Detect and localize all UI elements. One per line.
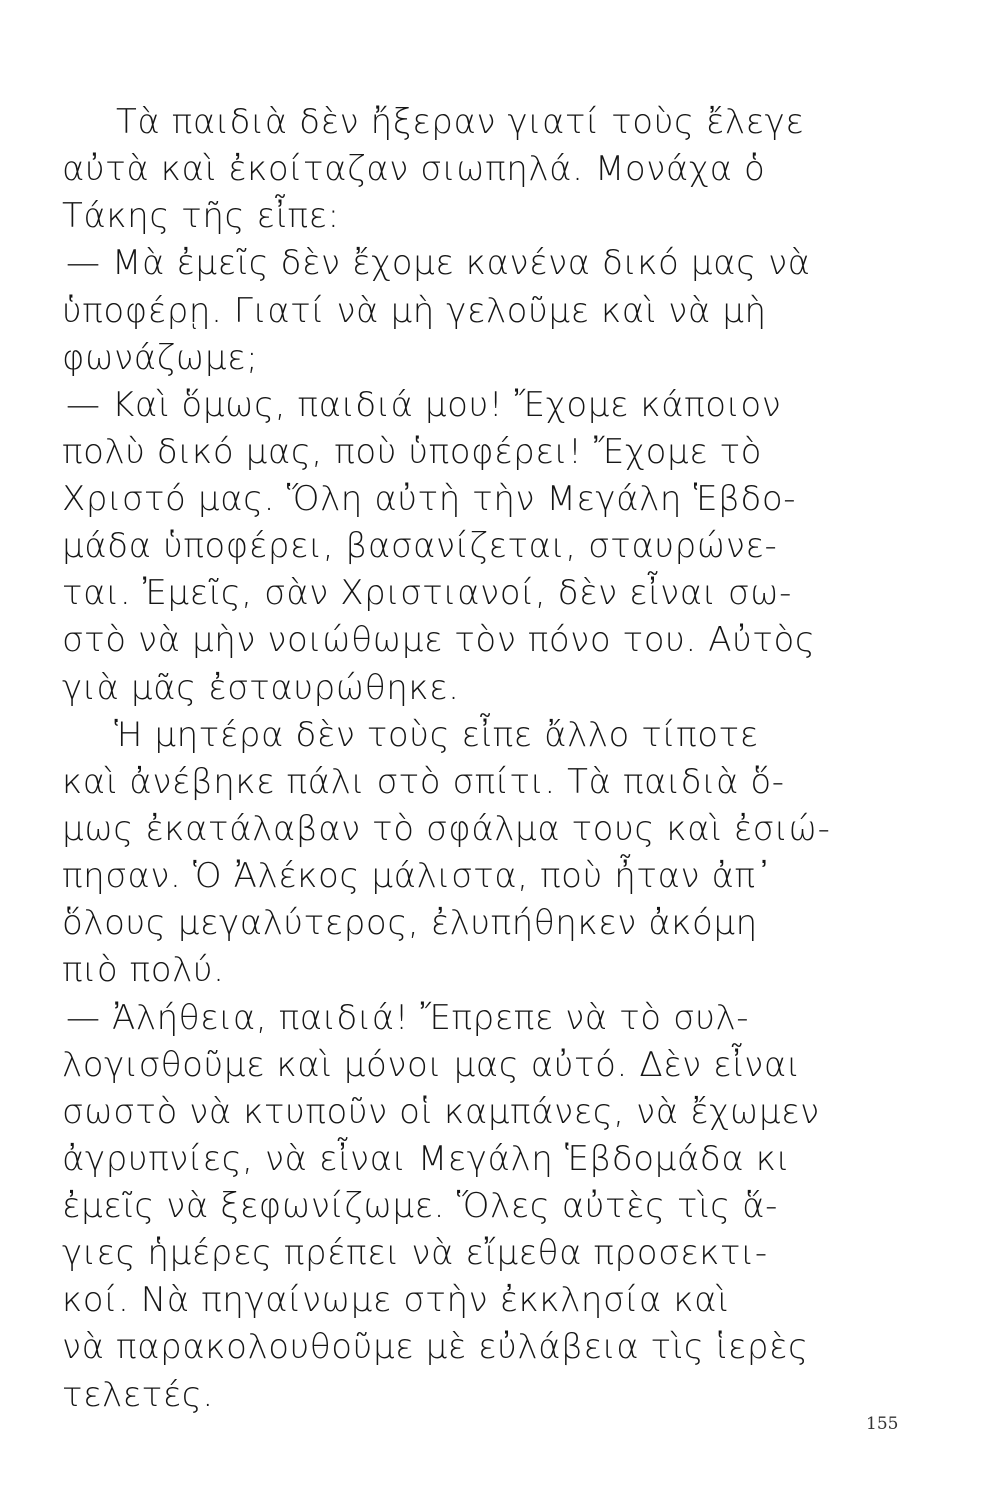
text-line: φωνάζωμε; bbox=[62, 338, 259, 378]
text-line: μάδα ὑποφέρει, βασανίζεται, σταυρώνε- bbox=[62, 526, 778, 566]
text-line: — Καὶ ὅμως, παιδιά μου! Ἔχομε κάποιον bbox=[66, 385, 782, 425]
text-line: Ἡ μητέρα δὲν τοὺς εἶπε ἄλλο τίποτε bbox=[114, 715, 759, 755]
text-line: κοί. Νὰ πηγαίνωμε στὴν ἐκκλησία καὶ bbox=[62, 1280, 730, 1320]
text-line: σωστὸ νὰ κτυποῦν οἱ καμπάνες, νὰ ἔχωμεν bbox=[62, 1092, 820, 1132]
text-line: πιὸ πολύ. bbox=[62, 950, 225, 990]
text-line: αὐτὰ καὶ ἐκοίταζαν σιωπηλά. Μονάχα ὁ bbox=[62, 149, 766, 189]
page-number: 155 bbox=[866, 1414, 899, 1434]
text-line: Τὰ παιδιὰ δὲν ἤξεραν γιατί τοὺς ἔλεγε bbox=[116, 102, 805, 142]
text-line: στὸ νὰ μὴν νοιώθωμε τὸν πόνο του. Αὐτὸς bbox=[62, 620, 816, 660]
text-line: — Ἀλήθεια, παιδιά! Ἔπρεπε νὰ τὸ συλ- bbox=[66, 998, 750, 1038]
text-line: ὅλους μεγαλύτερος, ἐλυπήθηκεν ἀκόμη bbox=[62, 903, 758, 943]
text-line: καὶ ἀνέβηκε πάλι στὸ σπίτι. Τὰ παιδιὰ ὅ- bbox=[62, 762, 785, 802]
text-line: γιες ἡμέρες πρέπει νὰ εἴμεθα προσεκτι- bbox=[62, 1233, 768, 1273]
text-line: πησαν. Ὁ Ἀλέκος μάλιστα, ποὺ ἦταν ἀπ᾽ bbox=[62, 856, 774, 896]
text-line: λογισθοῦμε καὶ μόνοι μας αὐτό. Δὲν εἶναι bbox=[62, 1045, 801, 1085]
text-line: ὑποφέρῃ. Γιατί νὰ μὴ γελοῦμε καὶ νὰ μὴ bbox=[62, 291, 767, 331]
text-line: ἐμεῖς νὰ ξεφωνίζωμε. Ὅλες αὐτὲς τὶς ἅ- bbox=[62, 1186, 779, 1226]
text-line: γιὰ μᾶς ἐσταυρώθηκε. bbox=[62, 668, 460, 708]
text-line: πολὺ δικό μας, ποὺ ὑποφέρει! Ἔχομε τὸ bbox=[62, 432, 763, 472]
text-line: Τάκης τῆς εἶπε: bbox=[62, 196, 340, 236]
text-line: ἀγρυπνίες, νὰ εἶναι Μεγάλη Ἑβδομάδα κι bbox=[62, 1139, 791, 1179]
text-line: ται. Ἐμεῖς, σὰν Χριστιανοί, δὲν εἶναι σω- bbox=[62, 573, 793, 613]
text-line: — Μὰ ἐμεῖς δὲν ἔχομε κανένα δικό μας νὰ bbox=[66, 243, 811, 283]
text-line: μως ἐκατάλαβαν τὸ σφάλμα τους καὶ ἐσιώ- bbox=[62, 809, 831, 849]
text-line: τελετές. bbox=[62, 1375, 214, 1415]
text-line: Χριστό μας. Ὅλη αὐτὴ τὴν Μεγάλη Ἑβδο- bbox=[62, 479, 797, 519]
text-line: νὰ παρακολουθοῦμε μὲ εὐλάβεια τὶς ἱερὲς bbox=[62, 1327, 809, 1367]
